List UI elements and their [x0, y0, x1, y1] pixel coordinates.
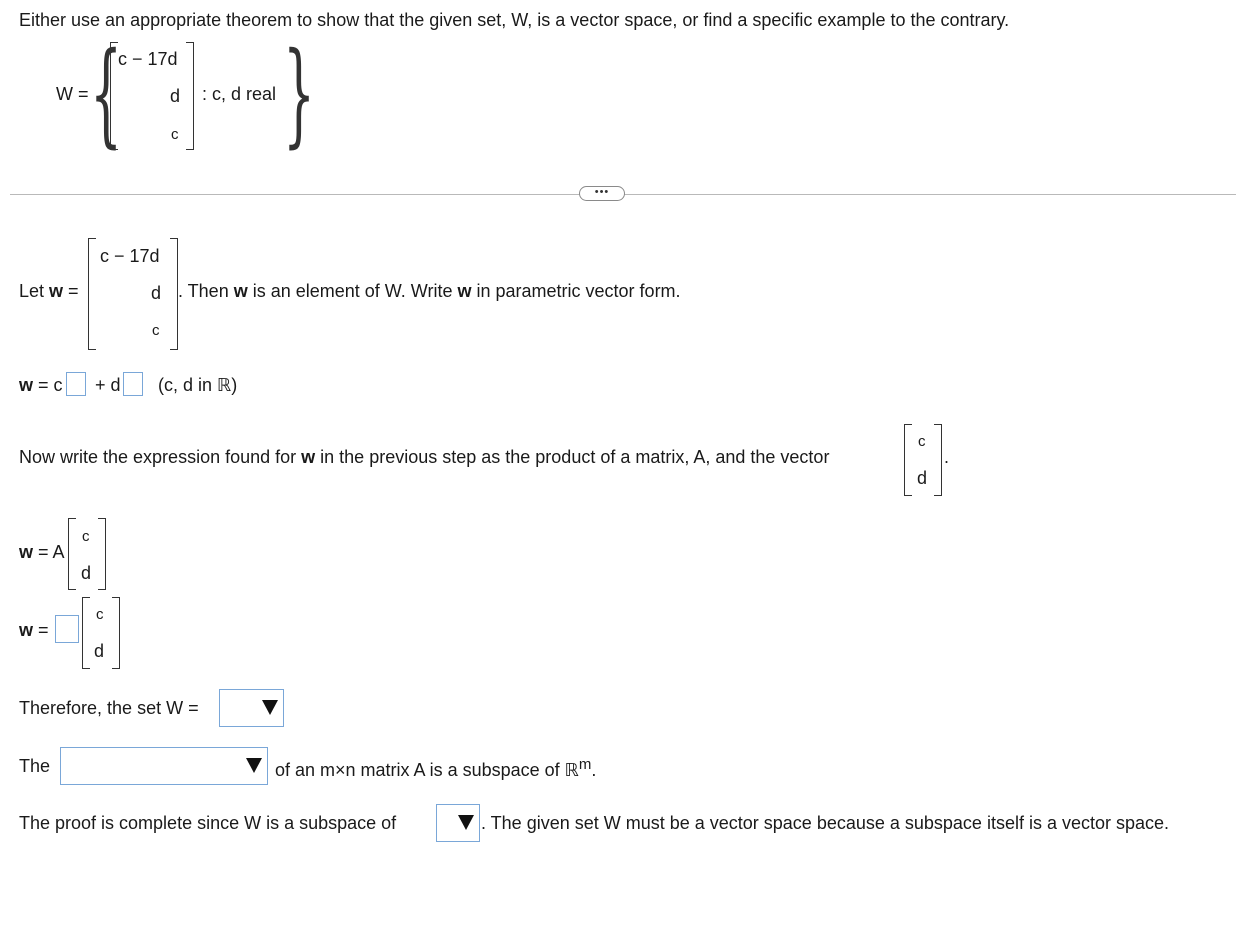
param-vector-d-input[interactable]	[123, 372, 143, 396]
product-bracket-left	[68, 518, 76, 590]
product2-bracket-right	[112, 597, 120, 669]
step1-bold-w-2: w	[457, 281, 472, 301]
proof-text: The proof is complete since W is a subspace of	[19, 813, 397, 833]
param-plus-d: + d	[95, 375, 121, 395]
product-eq-a: = A	[33, 542, 65, 562]
step2-text-1: Now write the expression found for	[19, 447, 302, 467]
product-w-label-2: w	[19, 620, 34, 640]
superscript-m: m	[578, 756, 592, 773]
w-bracket-right	[170, 238, 178, 350]
w-entry-2: d	[151, 283, 162, 303]
product-row-2	[19, 620, 49, 641]
left-brace: {	[90, 29, 123, 159]
product-row-1	[19, 542, 65, 563]
cd-bracket-left	[904, 424, 912, 496]
step2-text-2: in the previous step as the product of a matrix, A, and the vector	[315, 447, 830, 467]
subspace-period: .	[591, 760, 597, 780]
subspace-of-dropdown[interactable]	[436, 804, 480, 842]
product2-entry-d: d	[94, 641, 105, 661]
step1-bold-w: w	[233, 281, 248, 301]
matrix-a-input[interactable]	[55, 615, 79, 643]
let-w-label	[19, 281, 79, 302]
param-domain-note: (c, d in ℝ)	[158, 375, 238, 395]
dropdown-arrow-icon	[262, 700, 278, 715]
let-prefix: Let	[19, 281, 50, 301]
matrix-bracket-left	[110, 42, 118, 150]
step1-description	[178, 281, 681, 302]
right-brace: }	[283, 29, 316, 159]
product-entry-d: d	[81, 563, 92, 583]
step2-bold-w: w	[301, 447, 316, 467]
w-bold: w	[49, 281, 64, 301]
product-entry-c: c	[82, 528, 90, 545]
instruction-text: Either use an appropriate theorem to show that the given set, W, is a vector space, or find a specific example to the contrary.	[19, 10, 1010, 30]
w-entry-1: c − 17d	[100, 246, 160, 266]
dropdown-arrow-icon	[458, 815, 474, 830]
param-eq-c: = c	[33, 375, 63, 395]
param-w-label: w	[19, 375, 34, 395]
set-entry-1: c − 17d	[118, 49, 178, 69]
step1-text-1: . Then	[178, 281, 234, 301]
space-type-dropdown[interactable]	[60, 747, 268, 785]
set-condition: : c, d real	[202, 84, 277, 104]
step1-text-2: is an element of W. Write	[247, 281, 458, 301]
parametric-row	[19, 375, 63, 396]
product2-entry-c: c	[96, 606, 104, 623]
subspace-statement	[275, 756, 596, 781]
cd-entry-c: c	[918, 433, 926, 450]
w-entry-3: c	[152, 322, 160, 339]
matrix-bracket-right	[186, 42, 194, 150]
step2-period: .	[944, 447, 950, 467]
set-w-dropdown[interactable]	[219, 689, 284, 727]
product-bracket-right	[98, 518, 106, 590]
dropdown-arrow-icon	[246, 758, 262, 773]
set-label: W =	[56, 84, 89, 104]
step1-text-3: in parametric vector form.	[471, 281, 681, 301]
param-vector-c-input[interactable]	[66, 372, 86, 396]
let-equals: =	[63, 281, 79, 301]
therefore-text: Therefore, the set W =	[19, 698, 199, 718]
product-w-label: w	[19, 542, 34, 562]
set-entry-2: d	[170, 86, 181, 106]
set-entry-3: c	[171, 126, 179, 143]
cd-bracket-right	[934, 424, 942, 496]
cd-entry-d: d	[917, 468, 928, 488]
w-bracket-left	[88, 238, 96, 350]
product-eq-2: =	[33, 620, 49, 640]
product2-bracket-left	[82, 597, 90, 669]
step2-text	[19, 447, 829, 468]
subspace-text: of an m×n matrix A is a subspace of ℝ	[275, 760, 579, 780]
the-label: The	[19, 756, 51, 776]
final-statement: . The given set W must be a vector space because a subspace itself is a vector space.	[481, 813, 1170, 833]
more-options-button[interactable]: •••	[579, 186, 625, 201]
